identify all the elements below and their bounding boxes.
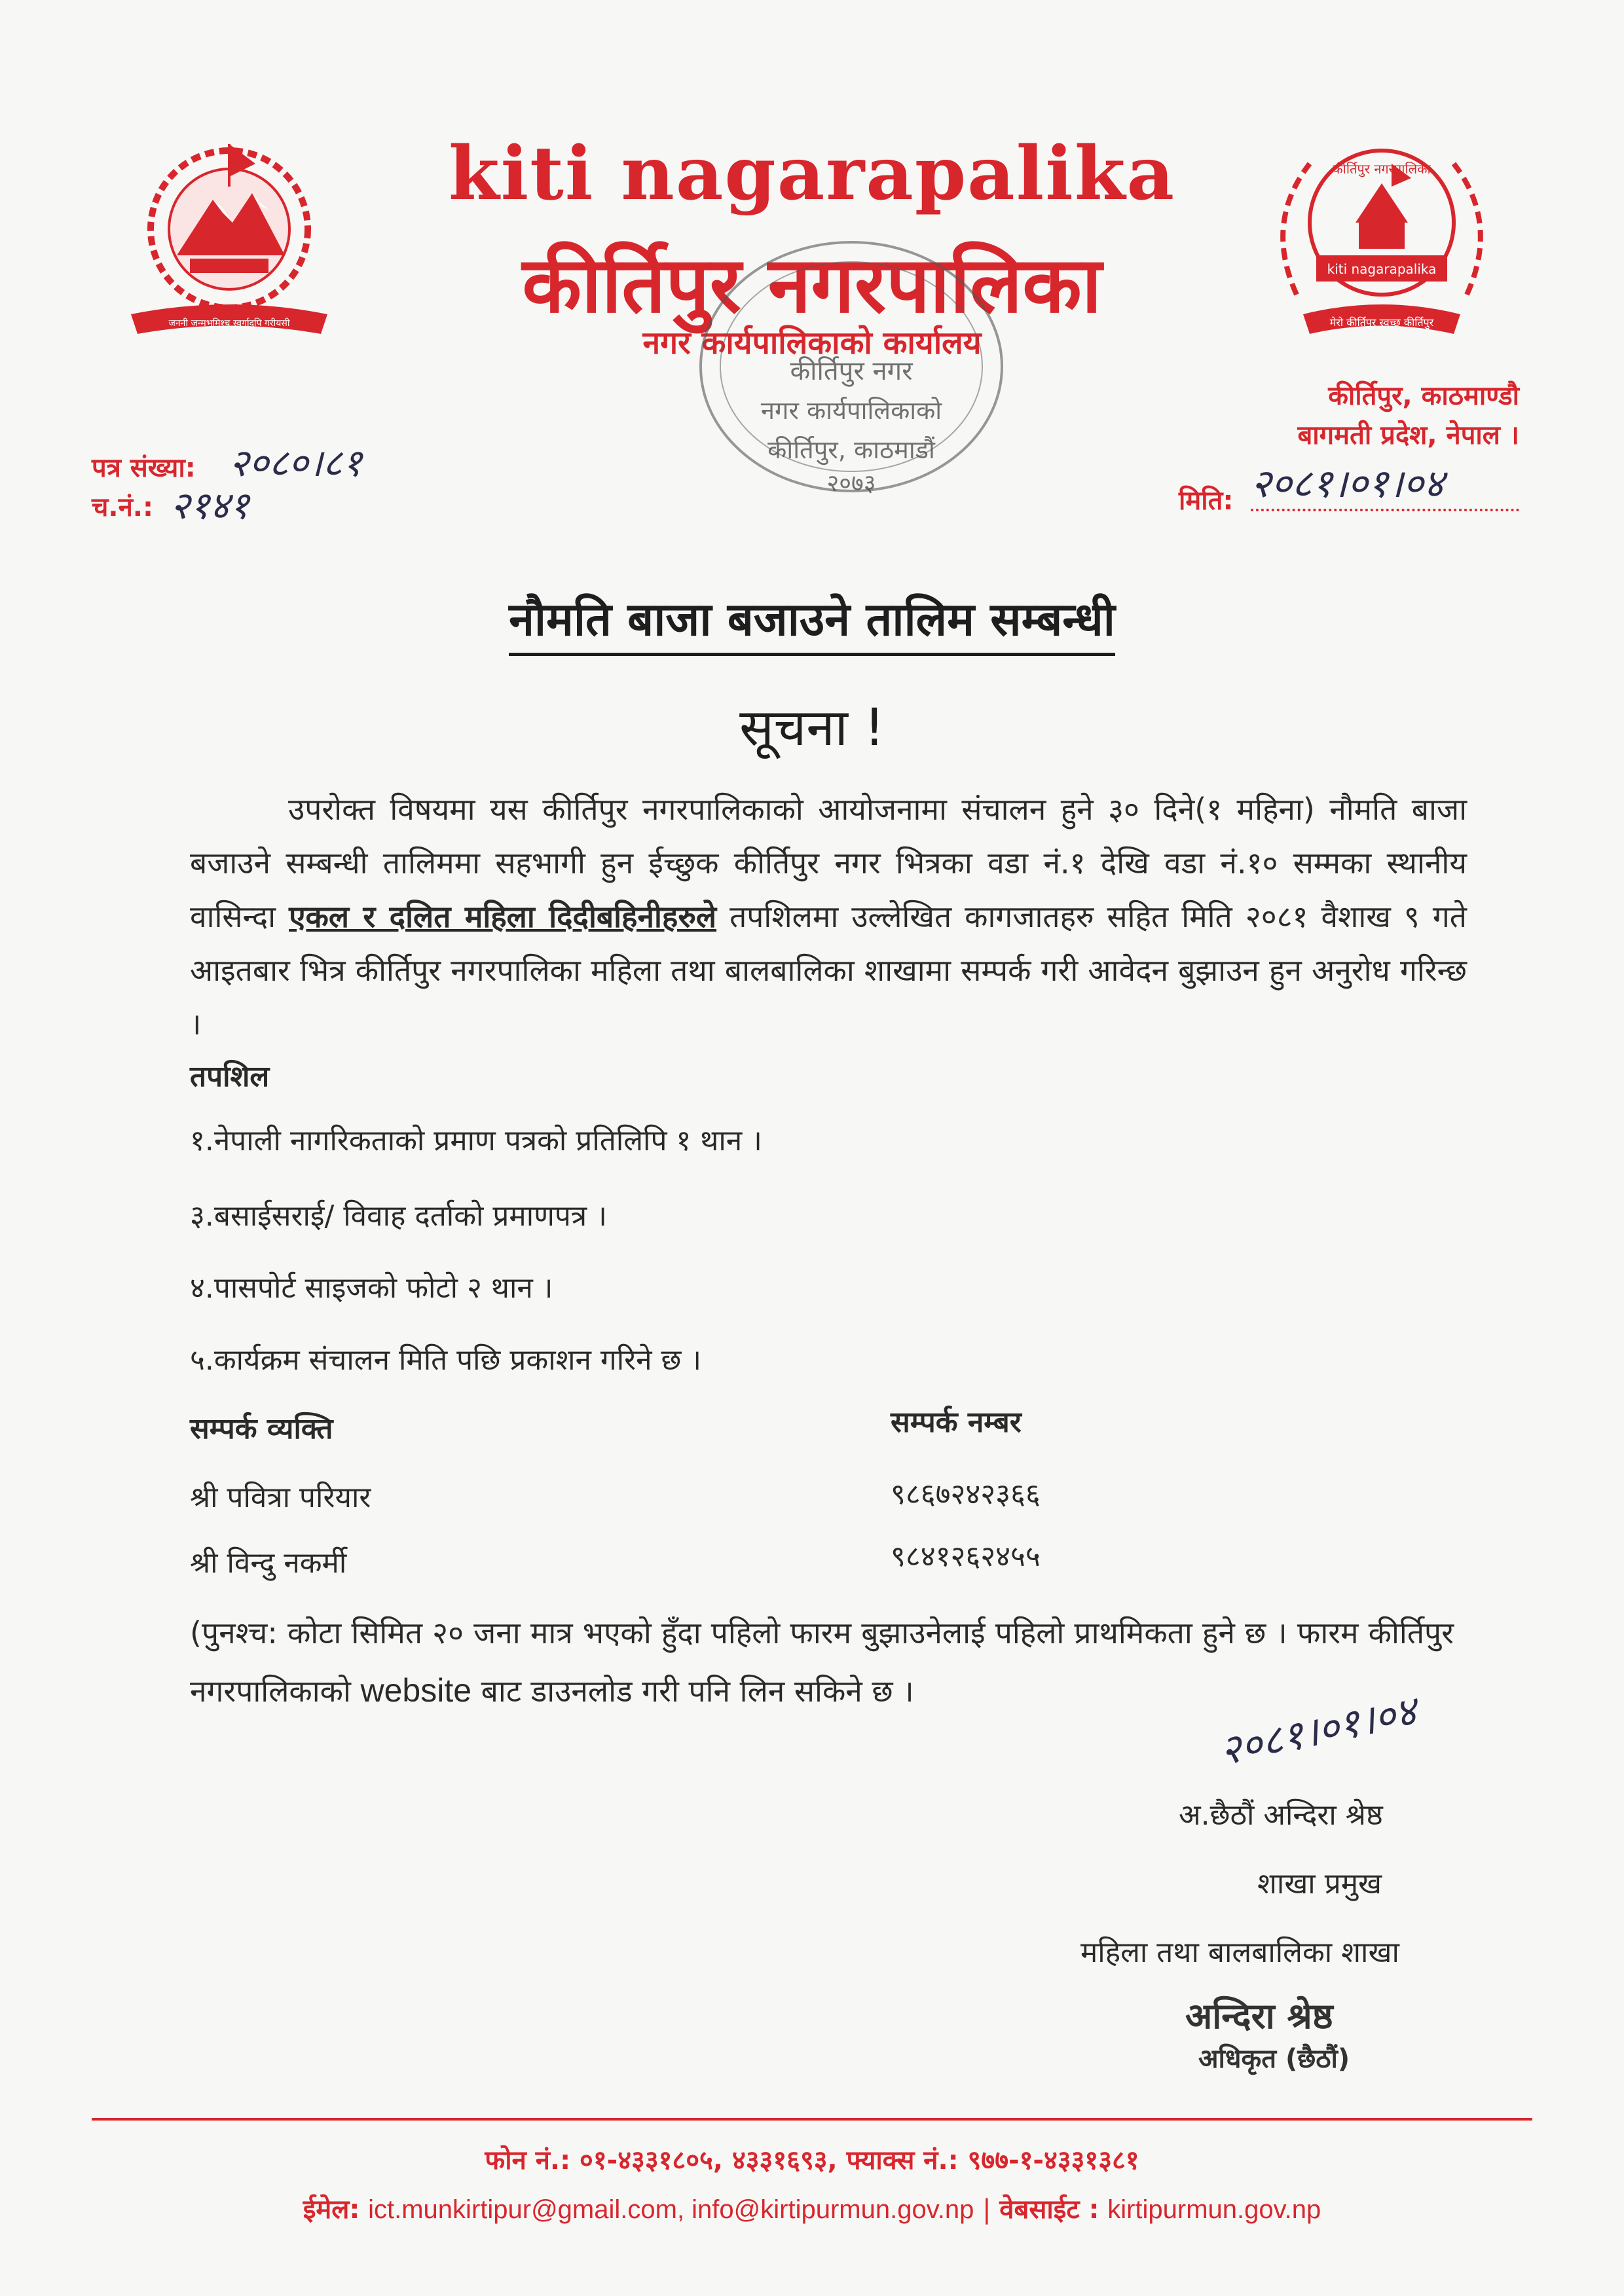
footer-email-label: ईमेल: [303, 2195, 360, 2225]
postscript-part-1: (पुनश्च: कोटा सिमित २० जना मात्र भएको हुँदा पहिलो फारम बुझाउनेलाई पहिलो प्राथमिकता हुने छ । फारम कीर्तिपुर नगरपालिकाको [190, 1615, 1454, 1709]
contact-person-header: सम्पर्क व्यक्ति [190, 1412, 333, 1446]
tapsil-item: ३.बसाईसराई/ विवाह दर्ताको प्रमाणपत्र । [190, 1199, 607, 1233]
svg-text:मेरो कीर्तिपुर स्वच्छ कीर्तिपु: मेरो कीर्तिपुर स्वच्छ कीर्तिपुर [1329, 316, 1434, 329]
svg-text:kiti nagarapalika: kiti nagarapalika [1327, 261, 1437, 277]
contact-name: श्री विन्दु नकर्मी [190, 1546, 347, 1580]
body-part-2: तपशिलमा उल्लेखित कागजातहरु सहित मिति २०८१ वैशाख ९ गते आइतबार भित्र कीर्तिपुर नगरपालिका महिला तथा बालबालिका शाखामा सम्पर्क गरी आवेदन बुझाउन हुन अनुरोध गरिन्छ । [190, 899, 1467, 1042]
svg-text:जननी जन्मभूमिश्च स्वर्गादपि गर: जननी जन्मभूमिश्च स्वर्गादपि गरीयसी [168, 318, 290, 329]
svg-text:कीर्तिपुर, काठमाडौं: कीर्तिपुर, काठमाडौं [767, 435, 935, 464]
name-stamp: अन्दिरा श्रेष्ठ [1185, 1995, 1333, 2037]
footer-email[interactable]: ict.munkirtipur@gmail.com, info@kirtipurmun.gov.np [368, 2195, 974, 2224]
chalani-label: च.नं.: [92, 492, 153, 522]
signatory-title: शाखा प्रमुख [1257, 1867, 1382, 1901]
footer-website-link[interactable]: kirtipurmun.gov.np [1107, 2195, 1321, 2224]
contact-number: ९८६७२४२३६६ [891, 1478, 1041, 1511]
tapsil-item: ४.पासपोर्ट साइजको फोटो २ थान । [190, 1271, 553, 1305]
tapsil-item: ५.कार्यक्रम संचालन मिति पछि प्रकाशन गरिने छ । [190, 1343, 701, 1377]
date-value: २०८१।०१।०४ [1251, 455, 1519, 511]
body-part-1: उपरोक्त विषयमा यस कीर्तिपुर नगरपालिकाको आयोजनामा संचालन हुने ३० दिने(१ महिना) नौमति बाजा बजाउने सम्बन्धी तालिममा सहभागी हुन ईच्छुक कीर्तिपुर नगर भित्रका वडा नं.१ देखि वडा नं.१० सम्मका स्थानीय वासिन्दा [190, 792, 1467, 934]
contact-name: श्री पवित्रा परियार [190, 1481, 371, 1514]
footer-separator: | [982, 2195, 991, 2225]
postscript [190, 1604, 1454, 1720]
date-label: मिति: [1179, 486, 1234, 516]
municipality-name-ranjana: kiti nagarapalika [448, 131, 1176, 217]
patra-sankhya-value: २०८०।८१ [229, 441, 362, 485]
tapsil-item: १.नेपाली नागरिकताको प्रमाण पत्रको प्रतिलिपि १ थान । [190, 1124, 762, 1157]
patra-sankhya-label: पत्र संख्या: [92, 453, 196, 483]
document-title [0, 586, 1624, 649]
signatory-name: अ.छैठौं अन्दिरा श्रेष्ठ [1179, 1798, 1383, 1832]
handwritten-signature-date: २०८१।०१।०४ [1215, 1686, 1421, 1775]
signatory-branch: महिला तथा बालबालिका शाखा [1080, 1936, 1399, 1969]
notice-heading: सूचना ! [739, 699, 885, 757]
svg-text:२०७३: २०७३ [826, 470, 876, 497]
footer-contact-line [0, 2190, 1624, 2226]
postscript-website-word: website [360, 1672, 472, 1709]
address-line-2: बागमती प्रदेश, नेपाल । [1297, 420, 1519, 450]
contact-number: ९८४१२६२४५५ [891, 1540, 1041, 1573]
office-name: नगर कार्यपालिकाको कार्यालय [642, 325, 982, 361]
office-seal-stamp [681, 223, 1022, 511]
address-line-1: कीर्तिपुर, काठमाण्डौ [1328, 381, 1519, 411]
name-stamp-title: अधिकृत (छैठौं) [1198, 2044, 1350, 2074]
contact-number-header: सम्पर्क नम्बर [891, 1406, 1022, 1439]
svg-text:कीर्तिपुर नगर: कीर्तिपुर नगर [790, 356, 913, 386]
document-title-text: नौमति बाजा बजाउने तालिम सम्बन्धी [509, 592, 1115, 656]
body-emphasis: एकल र दलित महिला दिदीबहिनीहरुले [289, 899, 717, 934]
tapsil-heading: तपशिल [190, 1060, 270, 1093]
municipality-logo [1251, 124, 1513, 360]
svg-text:कीर्तिपुर नगरपालिका: कीर्तिपुर नगरपालिका [1333, 161, 1431, 177]
body-paragraph [190, 782, 1467, 1051]
chalani-value: २१४१ [170, 483, 249, 528]
footer-divider [92, 2118, 1532, 2121]
postscript-part-2: बाट डाउनलोड गरी पनि लिन सकिने छ । [471, 1673, 914, 1709]
municipality-name: कीर्तिपुर नगरपालिका [522, 240, 1102, 330]
footer-web-label: वेबसाईट : [999, 2195, 1099, 2225]
svg-text:नगर कार्यपालिकाको: नगर कार्यपालिकाको [760, 396, 942, 425]
footer-phone: फोन नं.: ०१-४३३१८०५, ४३३१६९३, फ्याक्स नं.: ९७७-१-४३३१३८१ [485, 2145, 1139, 2176]
